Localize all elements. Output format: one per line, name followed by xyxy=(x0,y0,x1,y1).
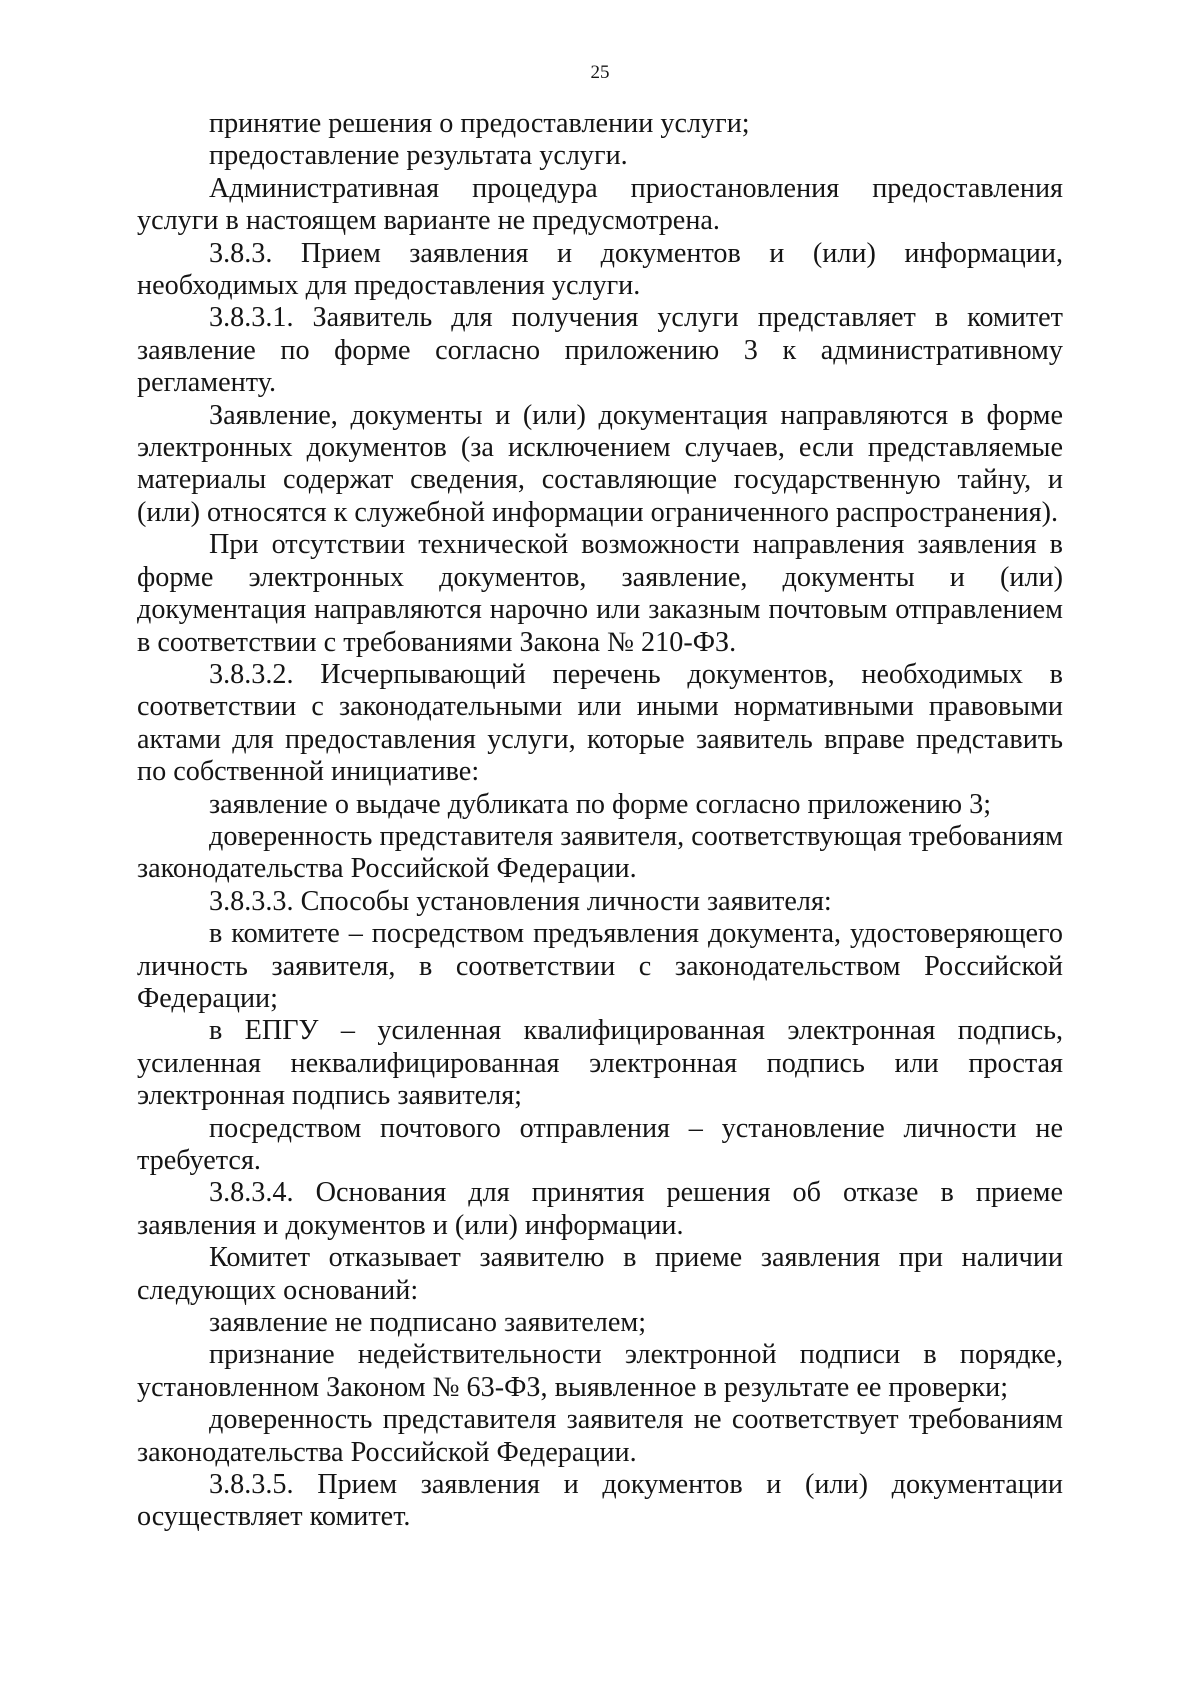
paragraph: Административная процедура приостановления предоставления услуги в настоящем варианте не предусмотрена. xyxy=(137,172,1063,237)
page-number: 25 xyxy=(590,62,610,83)
paragraph: При отсутствии технической возможности направления заявления в форме электронных документов, заявление, документы и (или) документация направляются нарочно или заказным почтовым отправлением в соответствии с требованиями Закона № 210-ФЗ. xyxy=(137,529,1063,658)
list-item: в комитете – посредством предъявления документа, удостоверяющего личность заявителя, в соответствии с законодательством Российской Федерации; xyxy=(137,918,1063,1014)
list-item: посредством почтового отправления – установление личности не требуется. xyxy=(137,1112,1063,1176)
paragraph: предоставление результата услуги. xyxy=(209,140,628,172)
paragraph: 3.8.3.5. Прием заявления и документов и (или) документации осуществляет комитет. xyxy=(137,1469,1063,1533)
list-item: заявление не подписано заявителем; xyxy=(209,1307,647,1339)
paragraph: 3.8.3.4. Основания для принятия решения об отказе в приеме заявления и документов и (или) информации. xyxy=(137,1177,1063,1241)
list-item: доверенность представителя заявителя не соответствует требованиям законодательства Российской Федерации. xyxy=(137,1404,1063,1468)
list-item: доверенность представителя заявителя, соответствующая требованиям законодательства Российской Федерации. xyxy=(137,820,1063,885)
paragraph: 3.8.3.1. Заявитель для получения услуги представляет в комитет заявление по форме согласно приложению 3 к административному регламенту. xyxy=(137,302,1063,399)
paragraph: 3.8.3.3. Способы установления личности заявителя: xyxy=(209,885,832,917)
list-item: заявление о выдаче дубликата по форме согласно приложению 3; xyxy=(209,788,992,820)
paragraph: 3.8.3.2. Исчерпывающий перечень документов, необходимых в соответствии с законодательными или иными нормативными правовыми актами для предоставления услуги, которые заявитель вправе представить по собственной инициативе: xyxy=(137,658,1063,788)
list-item: в ЕПГУ – усиленная квалифицированная электронная подпись, усиленная неквалифицированная электронная подпись или простая электронная подпись заявителя; xyxy=(137,1015,1063,1112)
paragraph: Заявление, документы и (или) документация направляются в форме электронных документов (за исключением случаев, если представляемые материалы содержат сведения, составляющие государственную тайну, и (или) относятся к служебной информации ограниченного распространения). xyxy=(137,399,1063,528)
list-item: признание недействительности электронной подписи в порядке, установленном Законом № 63-ФЗ, выявленное в результате ее проверки; xyxy=(137,1339,1063,1403)
document-body xyxy=(137,108,1063,1534)
paragraph: принятие решения о предоставлении услуги; xyxy=(209,108,750,139)
paragraph: Комитет отказывает заявителю в приеме заявления при наличии следующих оснований: xyxy=(137,1242,1063,1306)
section-heading-3-8-3: 3.8.3. Прием заявления и документов и (или) информации, необходимых для предоставления услуги. xyxy=(137,237,1063,302)
